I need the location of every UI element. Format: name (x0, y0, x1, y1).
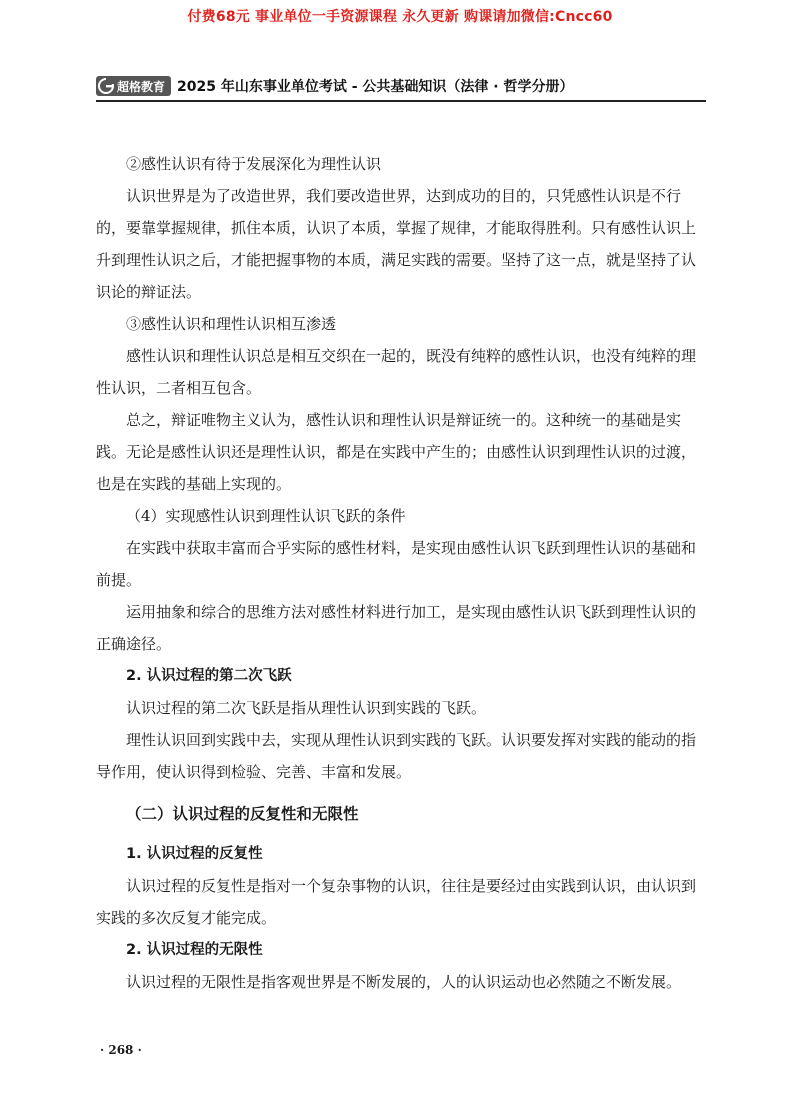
paragraph: 总之，辩证唯物主义认为，感性认识和理性认识是辩证统一的。这种统一的基础是实践。无论是感性认识还是理性认识，都是在实践中产生的；由感性认识到理性认识的过渡，也是在实践的基础上实现的。 (96, 411, 697, 493)
paragraph: 感性认识和理性认识总是相互交织在一起的，既没有纯粹的感性认识，也没有纯粹的理性认识，二者相互包含。 (96, 347, 697, 397)
page-header (96, 72, 706, 102)
section-heading: （二）认识过程的反复性和无限性 (126, 805, 359, 823)
logo-text: 超格教育 (117, 79, 166, 94)
subheading: 2. 认识过程的无限性 (126, 942, 263, 958)
paragraph: （4）实现感性认识到理性认识飞跃的条件 (126, 507, 406, 525)
paragraph: ③感性认识和理性认识相互渗透 (126, 315, 337, 333)
paragraph: 认识世界是为了改造世界，我们要改造世界，达到成功的目的，只凭感性认识是不行的，要靠掌握规律，抓住本质，认识了本质，掌握了规律，才能取得胜利。只有感性认识上升到理性认识之后，才能把握事物的本质，满足实践的需要。坚持了这一点，就是坚持了认识论的辩证法。 (96, 187, 697, 301)
header-title: 2025 年山东事业单位考试 - 公共基础知识（法律 · 哲学分册） (177, 79, 574, 95)
watermark-banner: 付费68元 事业单位一手资源课程 永久更新 购课请加微信:Cncc60 (187, 9, 613, 25)
paragraph: ②感性认识有待于发展深化为理性认识 (126, 155, 382, 173)
paragraph: 认识过程的第二次飞跃是指从理性认识到实践的飞跃。 (126, 699, 487, 717)
subheading: 1. 认识过程的反复性 (126, 846, 263, 862)
page-content (96, 148, 706, 998)
paragraph: 认识过程的反复性是指对一个复杂事物的认识，往往是要经过由实践到认识，由认识到实践的多次反复才能完成。 (96, 877, 697, 927)
paragraph: 理性认识回到实践中去，实现从理性认识到实践的飞跃。认识要发挥对实践的能动的指导作用，使认识得到检验、完善、丰富和发展。 (96, 731, 697, 781)
logo-g-icon (98, 78, 114, 94)
subheading: 2. 认识过程的第二次飞跃 (126, 668, 292, 684)
paragraph: 在实践中获取丰富而合乎实际的感性材料，是实现由感性认识飞跃到理性认识的基础和前提。 (96, 539, 697, 589)
page-number: · 268 · (100, 1043, 142, 1057)
logo (96, 76, 171, 96)
paragraph: 认识过程的无限性是指客观世界是不断发展的，人的认识运动也必然随之不断发展。 (126, 973, 682, 991)
paragraph: 运用抽象和综合的思维方法对感性材料进行加工，是实现由感性认识飞跃到理性认识的正确途径。 (96, 603, 697, 653)
